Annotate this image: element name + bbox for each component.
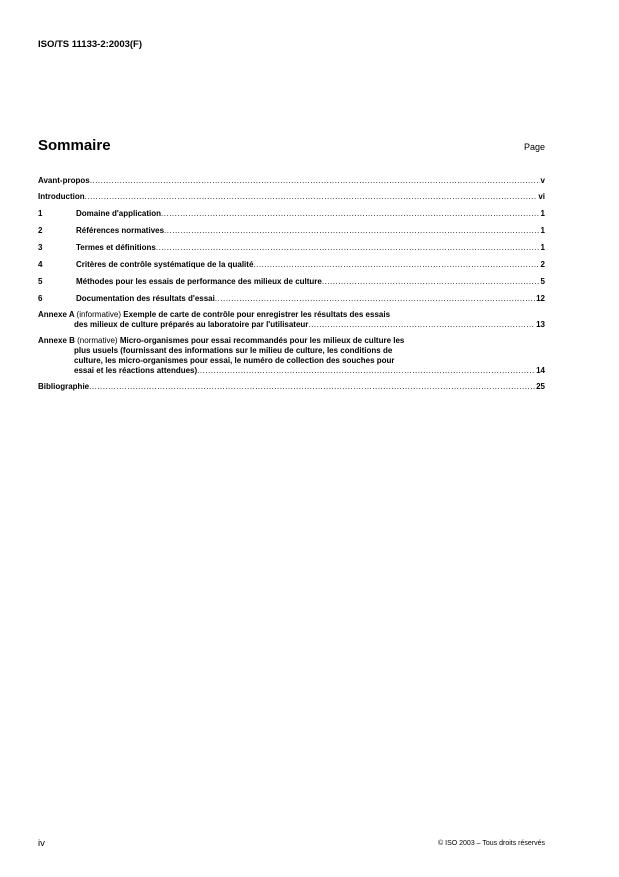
leader-dots (85, 192, 538, 202)
toc-entry-label: Termes et définitions (76, 243, 156, 252)
annex-kind: (informative) (76, 310, 121, 319)
annex-title-line: plus usuels (fournissant des informations sur le milieu de culture, les conditions de (74, 346, 393, 355)
toc-entry-page: 1 (540, 209, 545, 218)
toc-entry-number: 2 (38, 226, 43, 235)
leader-dots (308, 320, 535, 330)
toc-entry-section-4[interactable] (38, 260, 545, 270)
annex-title-line: Exemple de carte de contrôle pour enregistrer les résultats des essais (123, 310, 391, 319)
toc-entry-section-6[interactable] (38, 294, 545, 304)
toc-entry-section-5[interactable] (38, 277, 545, 287)
toc-entry-label: Introduction (38, 192, 85, 201)
toc-entry-section-3[interactable] (38, 243, 545, 253)
annex-title-line: Micro-organismes pour essai recommandés pour les milieux de culture les (119, 336, 405, 345)
leader-dots (197, 366, 535, 376)
toc-entry-annex-b[interactable] (38, 336, 545, 376)
annex-title-line: culture, les micro-organismes pour essai, le numéro de collection des souches pour (74, 356, 395, 365)
toc-entry-section-1[interactable] (38, 209, 545, 219)
page-column-label: Page (523, 142, 545, 152)
toc-entry-number: 6 (38, 294, 43, 303)
toc-entry-number: 1 (38, 209, 43, 218)
toc-entry-foreword[interactable] (38, 176, 545, 186)
annex-prefix: Annexe B (38, 336, 75, 345)
annex-title-line: essai et les réactions attendues) (74, 366, 198, 375)
toc-entry-number: 4 (38, 260, 43, 269)
toc-entry-page: 1 (540, 226, 545, 235)
toc-entry-page: 5 (540, 277, 545, 286)
toc-entry-label: Bibliographie (38, 382, 90, 391)
copyright-notice: © ISO 2003 – Tous droits réservés (438, 840, 545, 847)
page-number: iv (38, 838, 45, 849)
leader-dots (164, 226, 540, 236)
toc-entry-label: Méthodes pour les essais de performance des milieux de culture (76, 277, 322, 286)
leader-dots (161, 209, 540, 219)
toc-entry-label: Critères de contrôle systématique de la qualité (76, 260, 254, 269)
toc-entry-number: 3 (38, 243, 43, 252)
toc-entry-label: Domaine d'application (76, 209, 162, 218)
toc-entry-annex-a[interactable] (38, 310, 545, 330)
toc-entry-label: Documentation des résultats d'essai (76, 294, 215, 303)
leader-dots (215, 294, 535, 304)
toc-entry-bibliography[interactable] (38, 382, 545, 392)
toc-entry-page: 1 (540, 243, 545, 252)
toc-entry-page: 13 (536, 320, 545, 329)
toc-entry-label: Références normatives (76, 226, 165, 235)
document-id: ISO/TS 11133-2:2003(F) (38, 39, 143, 50)
annex-title-line: des milieux de culture préparés au laboratoire par l'utilisateur (74, 320, 309, 329)
annex-prefix: Annexe A (38, 310, 75, 319)
toc-entry-page: 12 (536, 294, 545, 303)
leader-dots (156, 243, 540, 253)
annex-kind: (normative) (77, 336, 118, 345)
leader-dots (253, 260, 539, 270)
toc-entry-label: Avant-propos (38, 176, 90, 185)
toc-entry-number: 5 (38, 277, 43, 286)
toc-entry-page: v (540, 176, 545, 185)
leader-dots (89, 382, 535, 392)
toc-entry-page: 14 (536, 366, 545, 375)
leader-dots (322, 277, 540, 287)
table-of-contents (38, 176, 545, 392)
toc-entry-introduction[interactable] (38, 192, 545, 202)
toc-entry-page: 2 (540, 260, 545, 269)
page-title: Sommaire (38, 137, 111, 154)
toc-entry-page: vi (538, 192, 545, 201)
toc-entry-page: 25 (536, 382, 545, 391)
leader-dots (90, 176, 540, 186)
toc-entry-section-2[interactable] (38, 226, 545, 236)
